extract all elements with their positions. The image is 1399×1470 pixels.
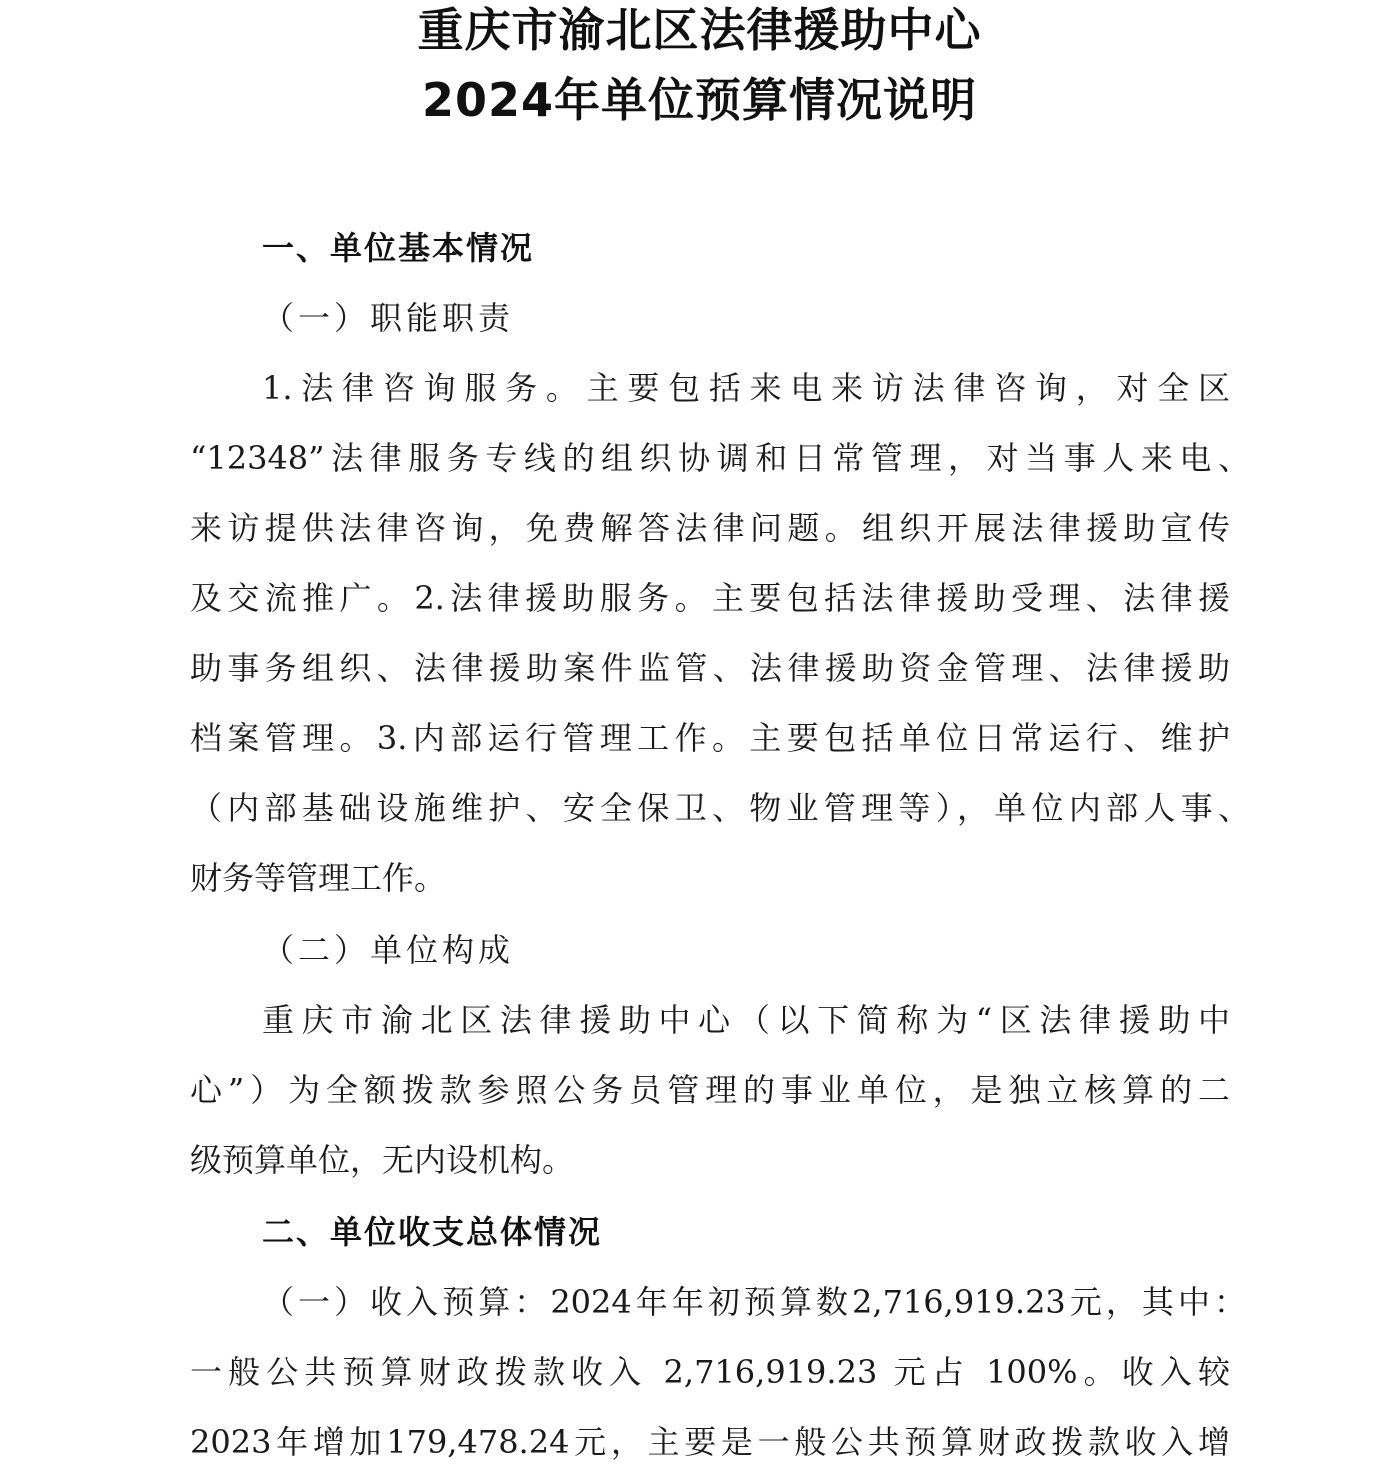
document-title-line-2: 2024年单位预算情况说明 bbox=[421, 73, 978, 127]
duties-paragraph-line: 来访提供法律咨询，免费解答法律问题。组织开展法律援助宣传 bbox=[190, 509, 1230, 547]
duties-paragraph-line: 档案管理。3.内部运行管理工作。主要包括单位日常运行、维护 bbox=[190, 719, 1230, 757]
duties-paragraph-line: “12348”法律服务专线的组织协调和日常管理，对当事人来电、 bbox=[190, 439, 1250, 477]
section-1-heading: 一、单位基本情况 bbox=[262, 229, 535, 267]
duties-paragraph-line: （内部基础设施维护、安全保卫、物业管理等），单位内部人事、 bbox=[190, 789, 1250, 827]
section-1-subheading-duties: （一）职能职责 bbox=[262, 299, 515, 337]
income-paragraph-line: （一）收入预算：2024年年初预算数2,716,919.23元，其中： bbox=[262, 1283, 1246, 1321]
composition-paragraph-line: 重庆市渝北区法律援助中心（以下简称为“区法律援助中 bbox=[262, 1001, 1230, 1039]
duties-paragraph-line: 助事务组织、法律援助案件监管、法律援助资金管理、法律援助 bbox=[190, 649, 1230, 687]
duties-paragraph-line: 及交流推广。2.法律援助服务。主要包括法律援助受理、法律援 bbox=[190, 579, 1230, 617]
composition-paragraph-line: 级预算单位，无内设机构。 bbox=[190, 1141, 575, 1179]
document-title-line-1: 重庆市渝北区法律援助中心 bbox=[417, 3, 982, 57]
composition-paragraph-line: 心”）为全额拨款参照公务员管理的事业单位，是独立核算的二 bbox=[190, 1071, 1230, 1109]
section-1-subheading-composition: （二）单位构成 bbox=[262, 931, 515, 969]
income-paragraph-line: 2023年增加179,478.24元，主要是一般公共预算财政拨款收入增 bbox=[190, 1423, 1230, 1461]
duties-paragraph-line: 1.法律咨询服务。主要包括来电来访法律咨询，对全区 bbox=[262, 369, 1230, 407]
duties-paragraph-line: 财务等管理工作。 bbox=[190, 859, 447, 897]
income-paragraph-line: 一般公共预算财政拨款收入 2,716,919.23 元占 100%。收入较 bbox=[190, 1353, 1230, 1391]
section-2-heading: 二、单位收支总体情况 bbox=[262, 1213, 603, 1251]
